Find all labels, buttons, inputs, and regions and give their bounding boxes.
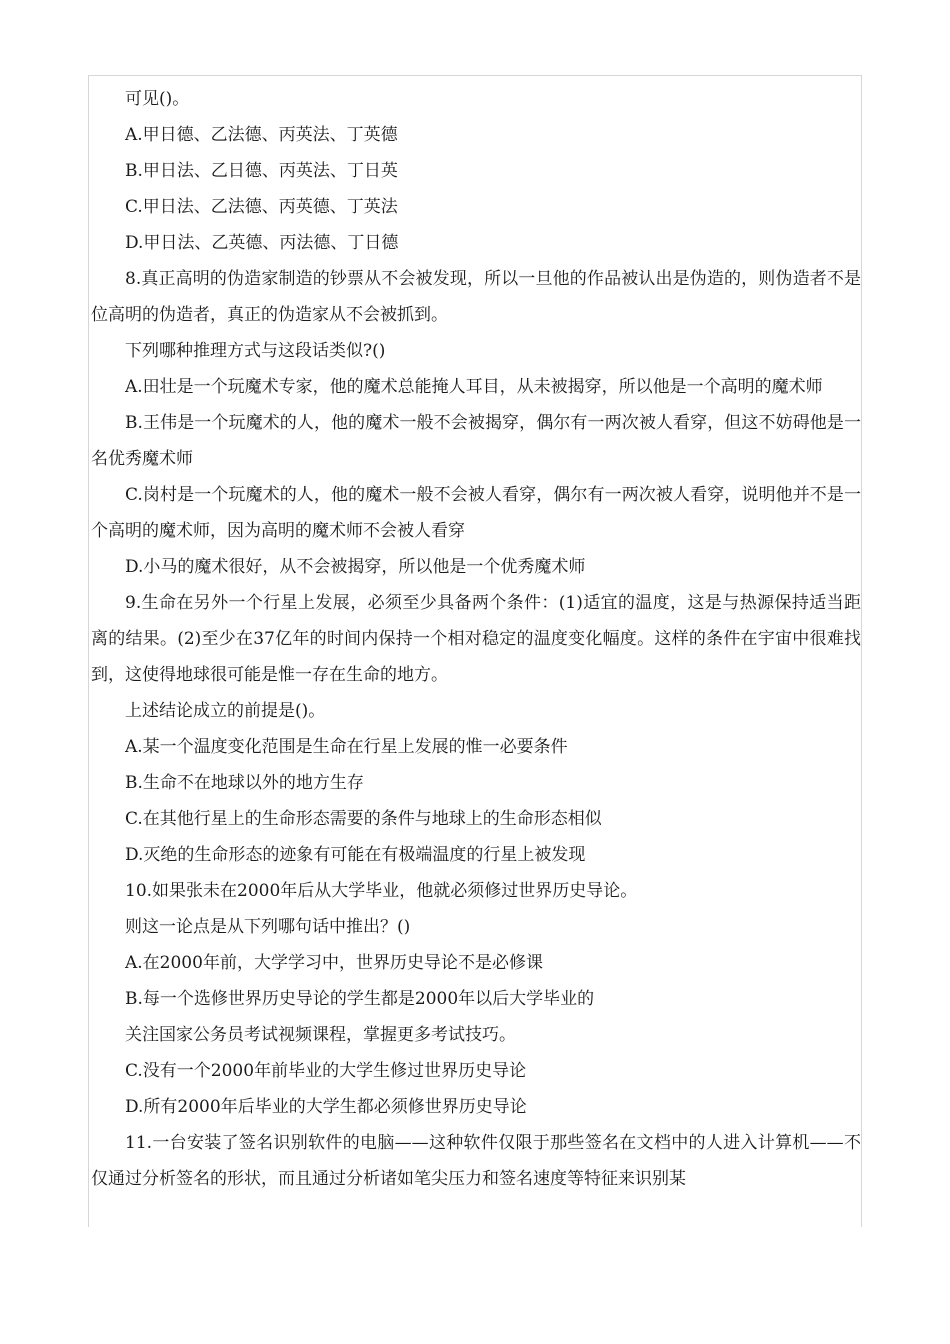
- question-7-option-c: C.甲日法、乙法德、丙英德、丁英法: [125, 197, 398, 217]
- question-9-stem: 9.生命在另外一个行星上发展，必须至少具备两个条件：(1)适宜的温度，这是与热源保持适当距离的结果。(2)至少在37亿年的时间内保持一个相对稳定的温度变化幅度。这样的条件在宇宙中很难找到，这使得地球很可能是惟一存在生命的地方。: [91, 593, 861, 685]
- question-10-stem: 10.如果张未在2000年后从大学毕业，他就必须修过世界历史导论。: [125, 881, 638, 901]
- question-7-option-b: B.甲日法、乙日德、丙英法、丁日英: [125, 161, 398, 181]
- question-8-prompt: 下列哪种推理方式与这段话类似?(): [125, 341, 386, 361]
- question-8-option-a: A.田壮是一个玩魔术专家，他的魔术总能掩人耳目，从未被揭穿，所以他是一个高明的魔术师: [125, 377, 823, 397]
- question-11-stem: 11.一台安装了签名识别软件的电脑——这种软件仅限于那些签名在文档中的人进入计算机——不仅通过分析签名的形状，而且通过分析诸如笔尖压力和签名速度等特征来识别某: [91, 1133, 861, 1189]
- question-7-stem-tail: 可见()。: [125, 89, 190, 109]
- question-8-option-c: C.岗村是一个玩魔术的人，他的魔术一般不会被人看穿，偶尔有一两次被人看穿，说明他并不是一个高明的魔术师，因为高明的魔术师不会被人看穿: [91, 485, 861, 541]
- question-9-option-d: D.灭绝的生命形态的迹象有可能在有极端温度的行星上被发现: [125, 845, 586, 865]
- question-9-option-a: A.某一个温度变化范围是生命在行星上发展的惟一必要条件: [125, 737, 568, 757]
- question-10-option-d: D.所有2000年后毕业的大学生都必须修世界历史导论: [125, 1097, 527, 1117]
- question-9-prompt: 上述结论成立的前提是()。: [125, 701, 326, 721]
- question-8-option-b: B.王伟是一个玩魔术的人，他的魔术一般不会被揭穿，偶尔有一两次被人看穿，但这不妨碍他是一名优秀魔术师: [91, 413, 861, 469]
- question-8-option-d: D.小马的魔术很好，从不会被揭穿，所以他是一个优秀魔术师: [125, 557, 586, 577]
- question-9-option-c: C.在其他行星上的生命形态需要的条件与地球上的生命形态相似: [125, 809, 602, 829]
- question-9-option-b: B.生命不在地球以外的地方生存: [125, 773, 364, 793]
- question-10-prompt: 则这一论点是从下列哪句话中推出？(): [125, 917, 411, 937]
- question-10-option-a: A.在2000年前，大学学习中，世界历史导论不是必修课: [125, 953, 543, 973]
- question-10-option-c: C.没有一个2000年前毕业的大学生修过世界历史导论: [125, 1061, 527, 1081]
- question-10-option-b: B.每一个选修世界历史导论的学生都是2000年以后大学毕业的: [125, 989, 595, 1009]
- document-body: [91, 81, 861, 1197]
- question-8-stem: 8.真正高明的伪造家制造的钞票从不会被发现，所以一旦他的作品被认出是伪造的，则伪造者不是位高明的伪造者，真正的伪造家从不会被抓到。: [91, 269, 861, 325]
- question-7-option-d: D.甲日法、乙英德、丙法德、丁日德: [125, 233, 399, 253]
- promo-note: 关注国家公务员考试视频课程，掌握更多考试技巧。: [125, 1025, 516, 1045]
- question-7-option-a: A.甲日德、乙法德、丙英法、丁英德: [125, 125, 398, 145]
